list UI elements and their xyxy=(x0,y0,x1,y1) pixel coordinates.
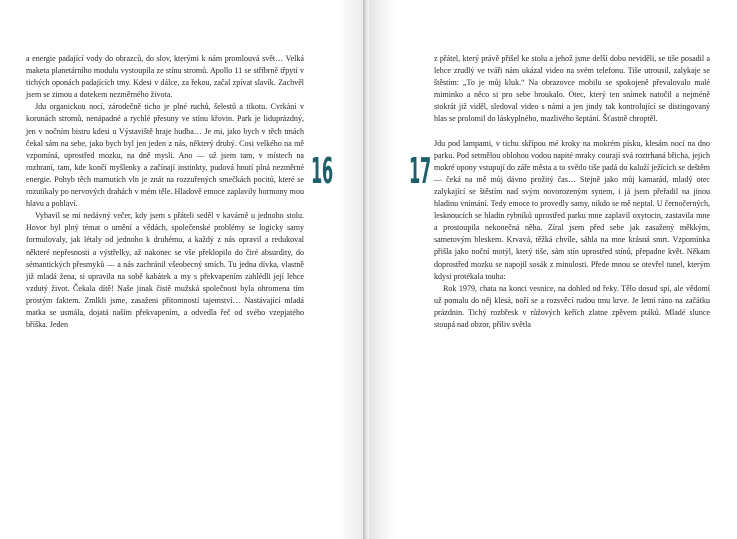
right-paragraph-3: Rok 1979, chata na konci vesnice, na dohled od řeky. Tělo dosud spí, ale vědomí už pomalu do něj klesá, noří se a rozsvěcí rudou tmu krve. Je letní ráno na začátku prázdnin. Tichý rozbřesk v růžových keřích zlatne zpěvem ptáků. Mladé slunce stoupá nad obzor, příliv světla xyxy=(434,283,710,329)
right-page-number: 17 xyxy=(409,151,431,192)
right-page-spine-shadow xyxy=(369,0,395,539)
right-paragraph-1: z přátel, který právě přišel ke stolu a jehož jsme delší dobu neviděli, se tiše posadil a lehce zrudlý ve tváři nám ukázal video na svém telefonu. Tiše utrousil, zalykaje se štěstím: „To je můj kluk.“ Na obrazovce mobilu se spokojeně převalovalo malé miminko a něco si pro sebe broukalo. Otec, který ten snímek natočil a nejméně stokrát již viděl, sledoval video s námi a jen jindy tak kontrolující se distingovaný hlas se prolomil do láskyplného, mazlivého šeptání. Šťastně chroptěl. xyxy=(434,54,710,124)
right-page-body xyxy=(434,53,710,331)
left-page-body xyxy=(26,53,304,331)
right-paragraph-2: Jdu pod lampami, v tichu skřípou mé kroky na mokrém písku, klesám nocí na dno parku. Pod setmělou oblohou vodou napité mraky courají svá roztrhaná břicha, jejich mokré opony vstupují do záře města a to světlo tiše padá do kaluží ježících se deštěm — čeká na mě můj dávno prožitý čas… Stejně jako můj kamarád, mladý otec zalykající se štěstím nad svým novorozeným synem, i já jsem přeřadil na jinou hladinu vnímání. Tedy emoce to provedly samy, nikdo se mě neptal. U černočerných, lesknoucích se hladin rybníků uprostřed parku mne zaplavil oxytocin, zastavila mne a prostoupila nekonečná něha. Zíral jsem před sebe jak zasažený měkkým, sametovým bleskem. Krvavá, těžká chvíle, sáhla na mne krásná smrt. Vzpomínka přišla jako noční motýl, který tiše, sám stín uprostřed stínů, přepadne květ. Někam doprostřed mozku se napojil sosák z minulosti. Přede mnou se otevřel tunel, kterým kdysi protékala touha: xyxy=(434,138,710,281)
left-paragraph-1: a energie padající vody do obrazců, do slov, kterými k nám promlouvá svět… Velká maketa planetárního modulu vystoupila ze stínu stromů. Apollo 11 se stříbrně třpytí v tichých oponách padajících tmy. Kdesi v dálce, za řekou, začal zpívat slavík. Zachvěl jsem se zimou a dotekem nezměrného života. xyxy=(26,54,304,100)
left-paragraph-2: Jdu organickou nocí, zárodečně ticho je plné ruchů, šelestů a tikotu. Cvrkání v korunách stromů, nenápadné a rychlé přesuny ve stínu křovin. Park je liduprázdný, jen v nočním bistru kdesi u Výstaviště hraje hudba… Je mi, jako bych v těch tmách čekal sám na sebe, jako bych byl jen jeden z nás, některý druhý. Cosi velkého na mě vzpomíná, uprostřed mozku, na dně mysli. Ano — už jsem tam, v místech na rozhraní, tam, kde končí myšlenky a začínají instinkty, pudová hnutí plná nezměrné energie. Pohyb těch mamutích vln je znát na rozzuřených smečkách pocitů, které se rozutíkaly po nervových drahách v mém těle. Hladově emoce zaplavily hormony mou hlavu a pohlaví. xyxy=(26,102,304,209)
left-page-number: 16 xyxy=(311,151,333,192)
left-page-spine-shadow xyxy=(337,0,363,539)
left-paragraph-3: Vybavil se mi nedávný večer, kdy jsem s přáteli seděl v kavárně u jednoho stolu. Hovor byl plný témat o umění a vědách, společenské problémy se logicky samy formulovaly, jak létaly od jednoho k druhému, a každý z nás opravil a redukoval některé nepřesnosti a výstřelky, až nakonec se vše překlopilo do čiré absurdity, do sémantických přesmyků — a nás zachránil všeobecný smích. Tu jedna dívka, vlastně již mladá žena, si upravila na sobě kabátek a my s překvapením zahlédli její lehce vzdutý život. Čekala dítě! Naše jinak čistě mužská společnost byla ohromena tím prostým faktem. Zmlkli jsme, zasaženi přítomností tajemství… Nastávající mladá matka se usmála, dojatá naším překvapením, a odvedla řeč od svého vzepjatého bříška. Jeden xyxy=(26,211,304,330)
